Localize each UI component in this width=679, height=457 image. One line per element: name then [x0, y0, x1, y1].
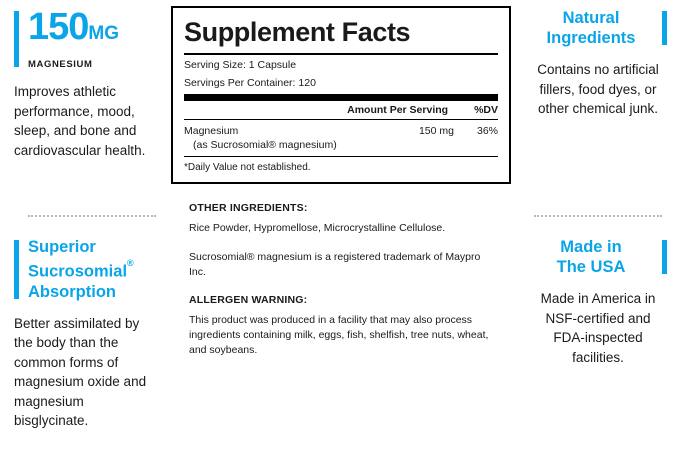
other-ingredients-body: Rice Powder, Hypromellose, Microcrystalline Cellulose. [189, 222, 446, 234]
servings-per-container: Servings Per Container: 120 [184, 77, 316, 89]
other-ingredients-heading: OTHER INGREDIENTS: [189, 202, 308, 214]
dv-header: %DV [474, 104, 498, 116]
right-dotted-divider [534, 215, 662, 217]
allergen-warning-body: This product was produced in a facility that may also process ingredients containing milk, eggs, fish, shelfish, tree nuts, wheat, and soybeans. [189, 314, 489, 356]
supplement-facts-panel [171, 6, 511, 184]
nutrient-amount: 150 mg [418, 125, 454, 137]
right-top-body: Contains no artificial fillers, food dyes, or other chemical junk. [537, 62, 659, 116]
absorption-title-line3: Absorption [28, 282, 116, 301]
amount-per-serving-header: Amount Per Serving [347, 104, 449, 116]
ingredients-section [171, 184, 511, 358]
absorption-heading [14, 237, 151, 302]
supplement-facts-column [165, 0, 513, 457]
left-bottom-benefit [14, 223, 151, 438]
left-top-benefit [14, 8, 151, 223]
made-in-usa-title [529, 237, 653, 277]
right-benefits-rail [513, 0, 679, 457]
usa-title-line2: The USA [556, 258, 626, 276]
natural-title-line2: Ingredients [546, 29, 636, 47]
absorption-title-line2: Sucrosomial [28, 262, 128, 281]
supplement-facts-title: Supplement Facts [184, 17, 411, 47]
absorption-title [28, 237, 151, 302]
magnesium-dose-heading [14, 8, 151, 70]
right-bottom-benefit [529, 223, 667, 438]
left-bottom-body: Better assimilated by the body than the common forms of magnesium oxide and magnesium bisglycinate. [14, 315, 147, 428]
right-top-benefit [529, 8, 667, 223]
natural-title-line1: Natural [562, 9, 620, 27]
trademark-note: Sucrosomial® magnesium is a registered trademark of Maypro Inc. [189, 251, 481, 278]
serving-size: Serving Size: 1 Capsule [184, 59, 297, 71]
dose-unit: MG [88, 23, 120, 44]
registered-mark: ® [127, 257, 134, 268]
nutrient-row-magnesium [184, 120, 498, 138]
nutrient-dv: 36% [476, 125, 498, 137]
absorption-title-line1: Superior [28, 238, 96, 256]
dose-amount [28, 8, 151, 53]
made-in-usa-heading [529, 237, 667, 277]
left-dotted-divider [28, 215, 156, 217]
usa-title-line1: Made in [560, 238, 622, 256]
allergen-warning-heading: ALLERGEN WARNING: [189, 294, 308, 306]
right-bottom-body: Made in America in NSF-certified and FDA-inspected facilities. [540, 291, 656, 365]
daily-value-footnote: *Daily Value not established. [184, 162, 311, 173]
dose-number: 150 [28, 6, 89, 48]
nutrient-source: (as Sucrosomial® magnesium) [193, 139, 337, 151]
natural-ingredients-heading [529, 8, 667, 48]
natural-ingredients-title [529, 8, 653, 48]
left-benefits-rail [0, 0, 165, 457]
facts-column-headers [184, 101, 498, 119]
facts-rule-thick [184, 94, 498, 101]
mineral-name: MAGNESIUM [28, 59, 93, 70]
nutrient-name: Magnesium [184, 125, 239, 137]
left-top-body: Improves athletic performance, mood, sleep, and bone and cardiovascular health. [14, 84, 146, 158]
